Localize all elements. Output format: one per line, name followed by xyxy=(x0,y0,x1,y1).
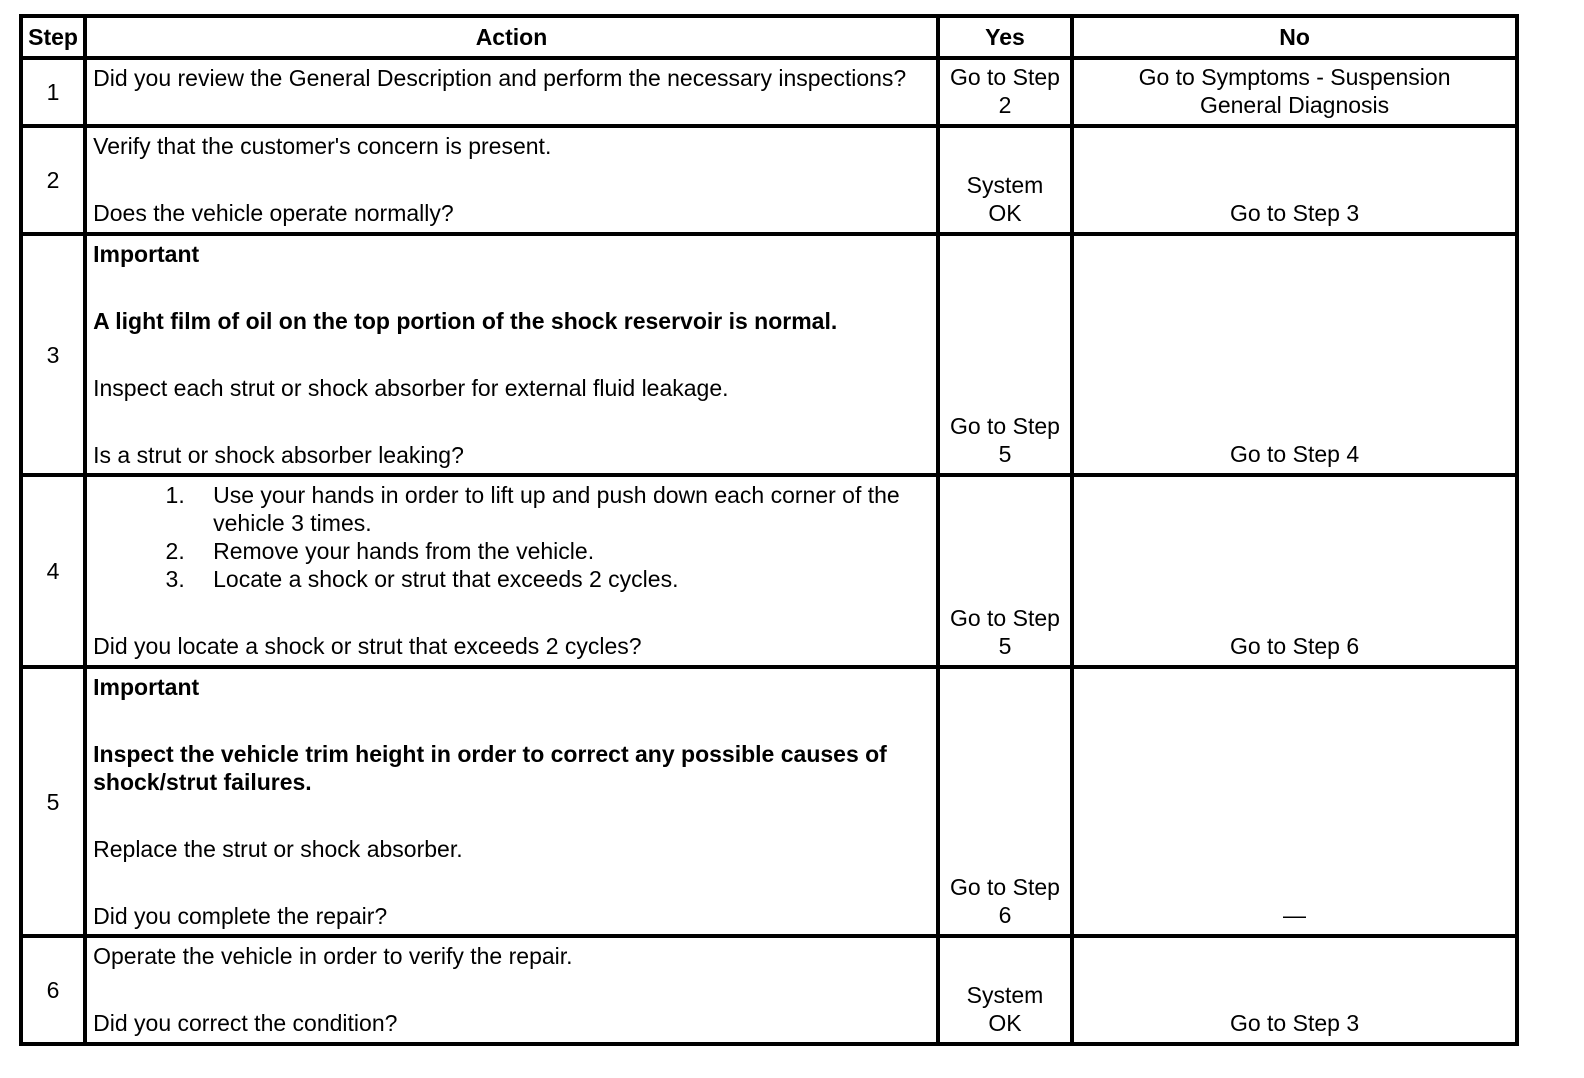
yes-line: Go to Step xyxy=(949,874,1060,900)
no-cell xyxy=(1072,667,1517,936)
yes-line: Go to Step xyxy=(949,63,1060,90)
no-line: Go to Step 3 xyxy=(1229,1010,1360,1036)
yes-line: 5 xyxy=(998,441,1012,467)
yes-cell xyxy=(938,475,1072,667)
action-instruction: Operate the vehicle in order to verify the repair. xyxy=(93,943,573,969)
yes-cell xyxy=(938,667,1072,936)
action-instruction: Replace the strut or shock absorber. xyxy=(93,836,463,862)
action-instruction: Verify that the customer's concern is present. xyxy=(93,133,552,159)
step-number: 5 xyxy=(21,667,85,936)
table-row xyxy=(21,126,1517,234)
important-note: Inspect the vehicle trim height in order to correct any possible causes of shock/strut failures. xyxy=(93,741,887,795)
important-label: Important xyxy=(93,674,200,700)
yes-line: 2 xyxy=(998,91,1012,118)
header-step: Step xyxy=(21,16,85,58)
action-cell xyxy=(85,58,938,126)
step-number: 6 xyxy=(21,936,85,1044)
yes-line: Go to Step xyxy=(949,605,1060,631)
action-question: Did you locate a shock or strut that exceeds 2 cycles? xyxy=(93,633,642,659)
yes-cell xyxy=(938,126,1072,234)
no-line: Go to Step 6 xyxy=(1229,633,1360,659)
table-row xyxy=(21,667,1517,936)
step-number: 4 xyxy=(21,475,85,667)
yes-line: OK xyxy=(988,1010,1022,1036)
table-row xyxy=(21,234,1517,475)
yes-line: Go to Step xyxy=(949,413,1060,439)
header-row xyxy=(21,16,1517,58)
step-number: 3 xyxy=(21,234,85,475)
diagnostic-table xyxy=(19,14,1519,1046)
yes-cell xyxy=(938,58,1072,126)
table-row xyxy=(21,58,1517,126)
table-row xyxy=(21,936,1517,1044)
header-no: No xyxy=(1072,16,1517,58)
yes-line: System xyxy=(966,982,1044,1008)
list-item: 2. Remove your hands from the vehicle. xyxy=(191,537,930,565)
no-cell xyxy=(1072,475,1517,667)
no-line: Go to Symptoms - Suspension xyxy=(1138,63,1451,90)
no-cell xyxy=(1072,126,1517,234)
list-item: 3. Locate a shock or strut that exceeds 2 cycles. xyxy=(191,565,930,593)
list-item: 1. Use your hands in order to lift up and push down each corner of the vehicle 3 times. xyxy=(191,481,930,537)
action-cell xyxy=(85,667,938,936)
no-cell xyxy=(1072,58,1517,126)
table-row xyxy=(21,475,1517,667)
yes-cell xyxy=(938,234,1072,475)
action-cell xyxy=(85,126,938,234)
action-question: Is a strut or shock absorber leaking? xyxy=(93,442,464,468)
header-action: Action xyxy=(85,16,938,58)
yes-line: 5 xyxy=(998,633,1012,659)
action-question: Does the vehicle operate normally? xyxy=(93,200,454,226)
yes-line: OK xyxy=(988,200,1022,226)
yes-cell xyxy=(938,936,1072,1044)
no-line: General Diagnosis xyxy=(1199,91,1390,118)
yes-line: 6 xyxy=(998,902,1012,928)
no-cell xyxy=(1072,234,1517,475)
no-line: Go to Step 3 xyxy=(1229,200,1360,226)
action-question: Did you complete the repair? xyxy=(93,903,388,929)
yes-line: System xyxy=(966,172,1044,198)
no-cell xyxy=(1072,936,1517,1044)
procedure-list xyxy=(93,481,930,593)
action-cell xyxy=(85,936,938,1044)
no-line: Go to Step 4 xyxy=(1229,441,1360,467)
step-number: 2 xyxy=(21,126,85,234)
no-line: — xyxy=(1283,902,1307,928)
action-question: Did you review the General Description and perform the necessary inspections? xyxy=(93,65,907,91)
action-question: Did you correct the condition? xyxy=(93,1010,398,1036)
action-instruction: Inspect each strut or shock absorber for external fluid leakage. xyxy=(93,375,729,401)
header-yes: Yes xyxy=(938,16,1072,58)
step-number: 1 xyxy=(21,58,85,126)
important-label: Important xyxy=(93,241,200,267)
important-note: A light film of oil on the top portion of the shock reservoir is normal. xyxy=(93,308,838,334)
action-cell xyxy=(85,234,938,475)
action-cell xyxy=(85,475,938,667)
